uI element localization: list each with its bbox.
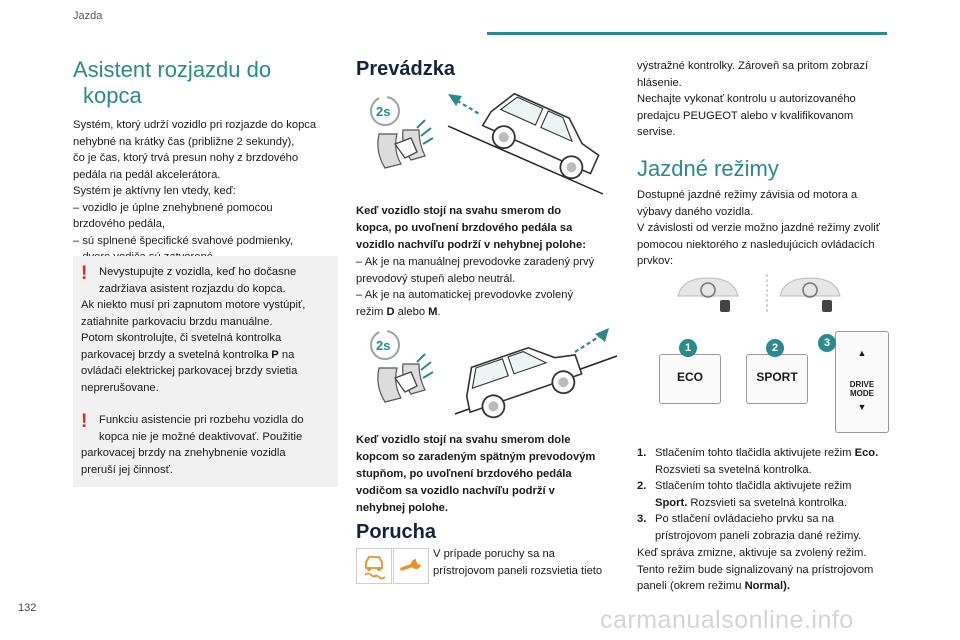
list-text: Po stlačení ovládacieho prvku sa na [655,513,835,525]
exclamation-icon: ! [81,263,88,284]
warning-line: Ak niekto musí pri zapnutom motore vystúpiť, [81,299,306,311]
warning-line: Funkciu asistencie pri rozbehu vozidla do [99,414,304,426]
list-text: Stlačením tohto tlačidla aktivujete režim [655,480,852,492]
wrench-icon [393,548,429,584]
bold-text: Normal). [744,580,790,592]
caption-line: vozidlo nachvíľu podrží v nehybnej polohe: [356,239,586,251]
paragraph-line: hlásenie. [637,76,682,89]
paragraph-line: Keď správa zmizne, aktivuje sa zvolený režim. [637,547,867,559]
list-bold-text: Sport. [655,496,688,509]
paragraph-line: Dostupné jazdné režimy závisia od motora a [637,189,858,201]
caption-line: Keď vozidlo stojí na svahu smerom dole [356,434,571,446]
paragraph-line: V závislosti od verzie možno jazdné režimy zvoliť [637,222,880,234]
operation-section [356,57,618,81]
fault-text [433,546,623,579]
warning-box-1 [73,256,338,405]
list-number: 2. [637,480,647,492]
timer-icon [371,331,399,359]
paragraph-line: pedála na pedál akcelerátora. [73,168,221,181]
exclamation-icon: ! [81,411,88,432]
warning-line: preruší jej činnosť. [81,463,173,476]
paragraph-line: pomocou niektorého z nasledujúcich ovládacích [637,238,875,251]
caption-line: kopcom so zaradeným spätným prevodovým [356,451,596,463]
skid-warning-icon [356,548,392,584]
paragraph-line: V prípade poruchy sa na [433,548,555,560]
mode-label: MODE [850,389,874,398]
list-item [637,478,899,511]
paragraph-line: nehybné na krátky čas (približne 2 sekundy), [73,135,295,148]
warning-line: Nevystupujte z vozidla, keď ho dočasne [99,266,297,278]
sport-label: SPORT [756,370,798,384]
paragraph-line: servise. [637,126,676,138]
chevron-up-icon: ▲ [857,348,867,358]
hill-start-section [73,57,338,266]
title-line-2: kopca [83,83,142,108]
paragraph-line: Systém, ktorý udrží vozidlo pri rozjazde do kopca [73,119,317,131]
drive-modes-section [637,156,899,182]
paragraph-line: Systém je aktívny len vtedy, keď: [73,185,236,197]
callout-1: 1 [679,339,697,357]
caption-line: kopca, po uvoľnení brzdového pedála sa [356,222,573,234]
paragraph-line: – Ak je na automatickej prevodovke zvolený [356,289,574,301]
eco-button[interactable] [659,354,721,404]
text-part: paneli (okrem režimu [637,580,745,592]
modes-list [637,445,899,544]
steering-wheel-illustrations [676,274,856,314]
timer-label: 2s [376,338,391,353]
list-text: Rozsvieti sa svetelná kontrolka. [687,496,848,509]
paragraph-line: prvkov: [637,255,674,267]
caption-line: Keď vozidlo stojí na svahu smerom do [356,205,562,217]
steering-wheel-icon [678,278,738,312]
modes-final [637,545,899,595]
hill-start-intro [73,117,338,266]
paragraph-line: – sú splnené špecifické svahové podmienky, [73,234,293,247]
text-part: . [437,305,441,318]
paragraph-line: čo je čas, ktorý trvá presun nohy z brzdového [73,152,299,164]
caption-line: nehybnej polohe. [356,502,448,514]
section-title-operation: Prevádzka [356,58,455,80]
eco-label: ECO [676,370,703,384]
warning-line: zatiahnite parkovaciu brzdu manuálne. [81,315,273,328]
title-line-1: Asistent rozjazdu do [73,57,272,82]
watermark: carmanualsonline.info [600,606,854,634]
sport-button[interactable] [746,354,808,404]
downhill-caption [356,432,618,517]
section-title-drive-modes: Jazdné režimy [637,156,779,181]
caption-line: stupňom, po uvoľnení brzdového pedála [356,468,572,480]
text-part: režim [356,305,387,318]
list-number: 3. [637,513,647,525]
car-icon [456,334,585,422]
bold-text: M [428,305,438,318]
warning-text: parkovacej brzdy a svetelná kontrolka [81,348,272,361]
paragraph-line: predajcu PEUGEOT alebo v kvalifikovanom [637,109,854,122]
section-title-fault: Porucha [356,521,437,543]
callout-2: 2 [766,339,784,357]
bold-text: D [386,305,395,318]
list-bold-text: Eco. [854,447,879,459]
paragraph-line: prevodový stupeň alebo neutrál. [356,272,516,285]
fault-section [356,520,618,544]
paragraph-line: brzdového pedála, [73,218,166,230]
header-accent-bar [487,32,887,35]
list-text: Rozsvieti sa svetelná kontrolka. [655,463,812,476]
warning-text: na [278,348,295,361]
drive-label: DRIVE [849,380,875,389]
uphill-caption [356,203,618,320]
list-number: 1. [637,447,647,459]
fault-continuation [637,58,899,141]
paragraph-line: – vozidlo je úplne znehybnené pomocou [73,201,273,214]
pedals-icon [378,120,433,168]
warning-bold-text: P [271,348,279,361]
warning-line [81,347,330,364]
warning-line: neprerušovane. [81,381,159,394]
section-title-hill-start [73,57,338,109]
warning-line: kopca nie je možné deaktivovať. Použitie [99,430,303,443]
paragraph-line: Tento režim bude signalizovaný na prístrojovom [637,563,874,576]
downhill-illustration [365,322,620,422]
drive-modes-intro [637,187,899,270]
timer-label: 2s [376,104,391,119]
paragraph-line: výstražné kontrolky. Zároveň sa pritom zobrazí [637,60,869,72]
list-text: prístrojovom paneli zobrazia dané režimy. [655,529,862,542]
warning-line: parkovacej brzdy na znehybnenie vozidla [81,447,286,459]
warning-line: Potom skontrolujte, či svetelná kontrolka [81,332,282,344]
paragraph-line: prístrojovom paneli rozsvietia tieto [433,564,603,577]
list-item [637,511,899,544]
pedals-icon [378,354,433,402]
callout-3: 3 [818,334,836,352]
arrow-back-icon [575,328,609,352]
page-number: 132 [18,602,37,614]
drive-mode-label [836,380,888,398]
paragraph-line: – Ak je na manuálnej prevodovke zaradený prvý [356,256,595,268]
steering-wheel-icon [780,278,840,312]
warning-line: ovládači elektrickej parkovacej brzdy svietia [81,365,298,377]
uphill-illustration [365,88,615,200]
warning-line: zadržiava asistent rozjazdu do kopca. [99,282,286,295]
list-text: Stlačením tohto tlačidla aktivujete režim [655,447,855,459]
text-part: alebo [394,305,429,318]
timer-icon [371,97,399,125]
list-item [637,445,899,478]
drive-mode-selector[interactable] [835,331,889,433]
warning-box-2 [73,404,338,487]
paragraph-line: výbavy daného vozidla. [637,205,754,218]
arrow-up-icon [448,94,481,115]
car-icon [477,88,607,185]
paragraph-line [356,304,618,321]
paragraph-line [637,578,899,595]
caption-line: vodičom sa vozidlo nachvíľu podrží v [356,485,555,497]
paragraph-line: Nechajte vykonať kontrolu u autorizovaného [637,93,856,105]
section-header: Jazda [73,10,103,22]
chevron-down-icon: ▼ [857,402,867,412]
